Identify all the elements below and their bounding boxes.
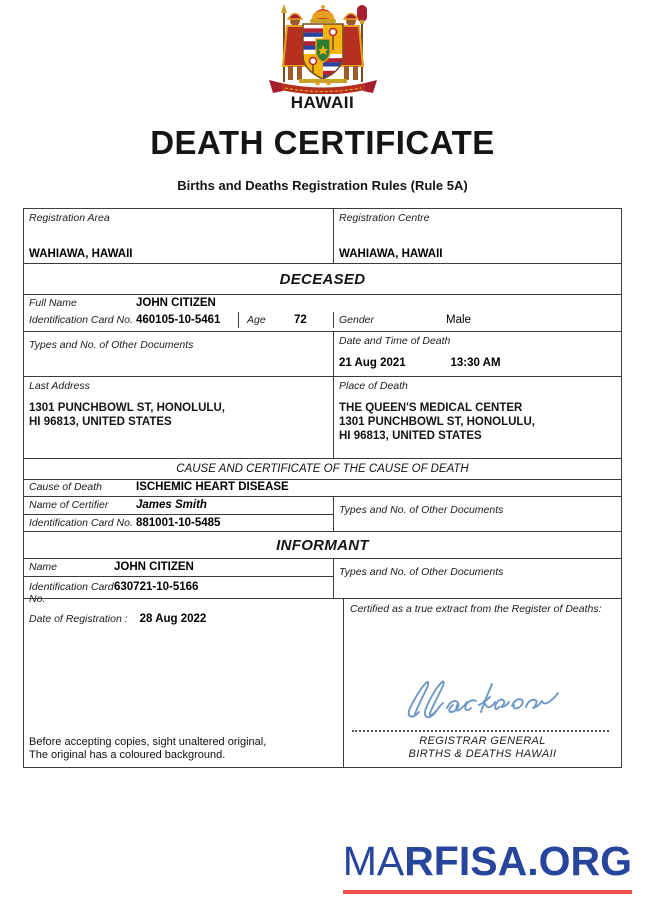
- full-name-label: Full Name: [29, 297, 77, 309]
- gender-cell: [333, 312, 621, 328]
- informant-row: [24, 558, 621, 605]
- certifier-id-value: 881001-10-5485: [136, 516, 221, 529]
- last-address-line2: HI 96813, UNITED STATES: [29, 416, 172, 428]
- hawaii-coat-of-arms-icon: [257, 4, 389, 99]
- certified-extract-label: Certified as a true extract from the Register of Deaths:: [350, 603, 602, 615]
- place-of-death-line3: HI 96813, UNITED STATES: [339, 430, 482, 442]
- place-of-death-line1: THE QUEEN'S MEDICAL CENTER: [339, 402, 523, 414]
- registration-row: [24, 209, 621, 263]
- informant-other-docs-cell: [333, 559, 621, 598]
- cause-of-death-cell: [24, 480, 621, 496]
- place-of-death-cell: [333, 377, 621, 458]
- cause-section-title: CAUSE AND CERTIFICATE OF THE CAUSE OF DEATH: [176, 463, 469, 475]
- marfisa-org-logo: [342, 838, 632, 894]
- registrar-title-line2: BIRTHS & DEATHS HAWAII: [408, 748, 557, 760]
- certifier-row: [24, 496, 621, 531]
- copy-notice: [29, 736, 338, 762]
- id-age-gender-line: [24, 312, 621, 331]
- deceased-id-cell: [24, 312, 238, 328]
- signature-dotted-line: [352, 730, 609, 732]
- age-value: 72: [294, 313, 307, 326]
- age-label: Age: [247, 313, 266, 326]
- footer-row: [24, 598, 621, 767]
- informant-name-value: JOHN CITIZEN: [114, 561, 194, 573]
- informant-id-cell: [24, 576, 333, 605]
- certifier-name-cell: [24, 497, 333, 514]
- full-name-value: JOHN CITIZEN: [136, 297, 216, 309]
- logo-prefix: MA: [342, 838, 405, 884]
- registrar-title-line1: REGISTRAR GENERAL: [419, 735, 546, 747]
- deceased-identity-row: [24, 294, 621, 331]
- logo-suffix: RFISA.ORG: [404, 838, 632, 884]
- last-address-cell: [24, 377, 333, 458]
- state-name: HAWAII: [290, 93, 355, 112]
- death-time-value: 13:30 AM: [450, 357, 501, 369]
- footer-left-cell: [24, 599, 343, 767]
- informant-section-title: INFORMANT: [276, 536, 369, 554]
- deceased-other-docs-cell: [24, 332, 333, 376]
- informant-id-value: 630721-10-5166: [114, 581, 199, 593]
- deceased-id-label: Identification Card No.: [29, 313, 133, 326]
- informant-section-header: [24, 531, 621, 558]
- copy-notice-line1: Before accepting copies, sight unaltered original,: [29, 736, 267, 748]
- death-date-value: 21 Aug 2021: [339, 357, 406, 369]
- informant-id-label: Identification Card No.: [29, 581, 114, 605]
- copy-notice-line2: The original has a coloured background.: [29, 749, 226, 761]
- informant-name-label: Name: [29, 561, 58, 573]
- certifier-other-docs-cell: [333, 497, 621, 531]
- last-address-line1: 1301 PUNCHBOWL ST, HONOLULU,: [29, 402, 225, 414]
- document-subtitle: Births and Deaths Registration Rules (Rule 5A): [177, 178, 468, 193]
- registration-date-value: 28 Aug 2022: [139, 613, 207, 625]
- full-name-line: [24, 295, 621, 312]
- death-datetime-row: [24, 331, 621, 376]
- place-of-death-line2: 1301 PUNCHBOWL ST, HONOLULU,: [339, 416, 535, 428]
- registration-area-cell: [24, 209, 333, 263]
- certifier-name-label: Name of Certifier: [29, 499, 109, 511]
- address-row: [24, 376, 621, 458]
- place-of-death-label: Place of Death: [339, 380, 408, 392]
- registration-date-line: [29, 613, 338, 625]
- deceased-section-header: [24, 263, 621, 294]
- informant-name-cell: [24, 559, 333, 576]
- cause-of-death-row: [24, 479, 621, 496]
- registration-centre-label: Registration Centre: [339, 212, 430, 224]
- certifier-id-cell: [24, 514, 333, 532]
- last-address-label: Last Address: [29, 380, 90, 392]
- registration-centre-value: WAHIAWA, HAWAII: [339, 248, 443, 260]
- registrar-signature: [403, 679, 563, 726]
- deceased-section-title: DECEASED: [279, 270, 366, 288]
- registration-area-value: WAHIAWA, HAWAII: [29, 248, 133, 260]
- cause-of-death-value: ISCHEMIC HEART DISEASE: [136, 481, 289, 493]
- registration-date-label: Date of Registration :: [29, 613, 128, 625]
- certificate-table: [23, 208, 622, 768]
- informant-other-docs-label: Types and No. of Other Documents: [339, 566, 504, 578]
- gender-label: Gender: [339, 313, 375, 326]
- death-datetime-cell: [333, 332, 621, 376]
- deceased-other-docs-label: Types and No. of Other Documents: [29, 339, 194, 351]
- footer-right-cell: [343, 599, 621, 767]
- registration-centre-cell: [333, 209, 621, 263]
- certifier-other-docs-label: Types and No. of Other Documents: [339, 504, 504, 516]
- death-datetime-label: Date and Time of Death: [339, 335, 451, 347]
- cause-section-header: [24, 458, 621, 479]
- document-title: DEATH CERTIFICATE: [150, 124, 495, 161]
- registration-area-label: Registration Area: [29, 212, 110, 224]
- age-cell: [238, 312, 333, 328]
- deceased-id-value: 460105-10-5461: [136, 313, 221, 326]
- cause-of-death-label: Cause of Death: [29, 481, 102, 493]
- gender-value: Male: [446, 313, 471, 326]
- certifier-id-label: Identification Card No.: [29, 516, 133, 529]
- certifier-name-value: James Smith: [136, 499, 207, 511]
